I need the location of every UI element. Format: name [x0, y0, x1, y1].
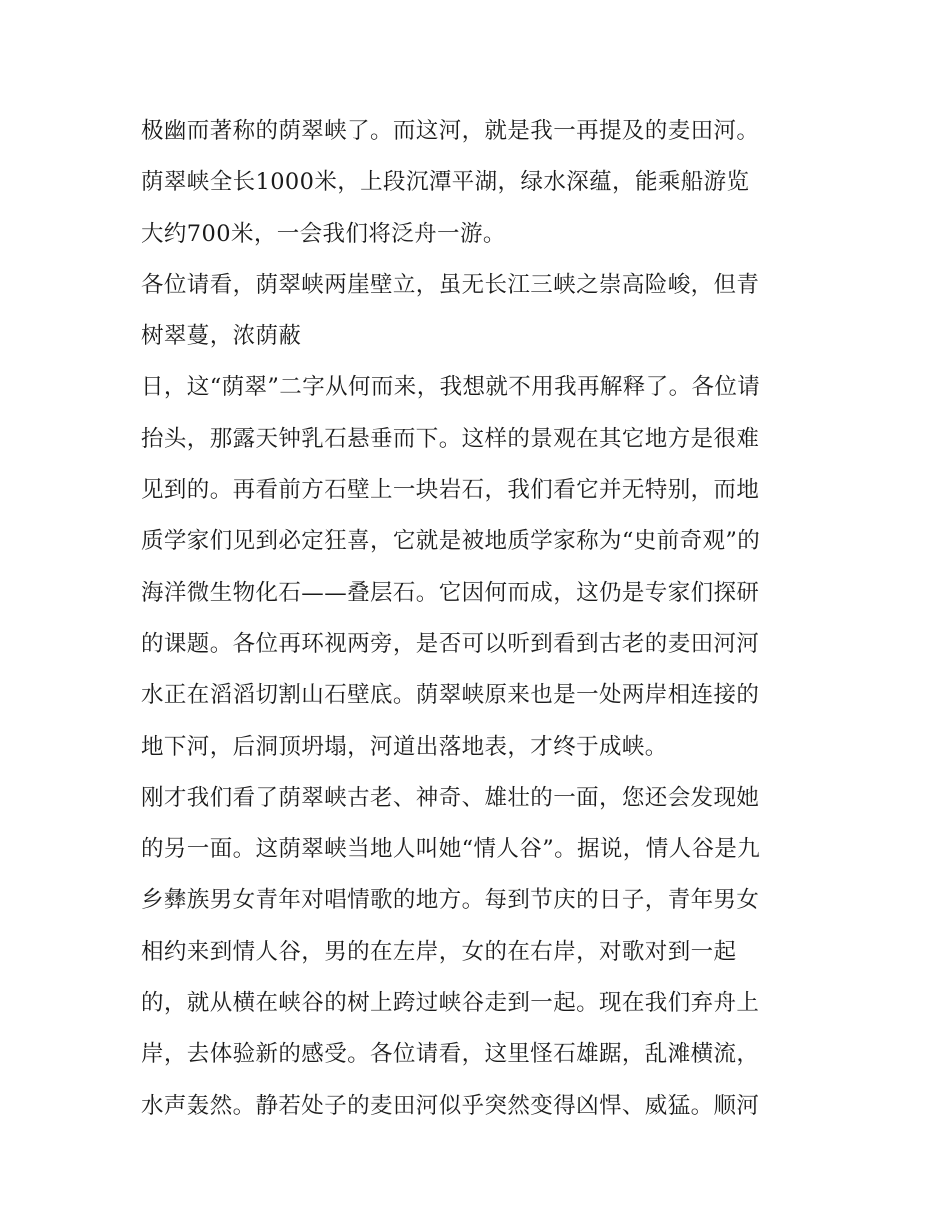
text-line: 日，这“荫翠”二字从何而来，我想就不用我再解释了。各位请	[141, 374, 761, 401]
text-line: 水正在滔滔切割山石壁底。荫翠峡原来也是一处两岸相连接的	[141, 682, 760, 709]
text-line: 刚才我们看了荫翠峡古老、神奇、雄壮的一面，您还会发现她	[141, 784, 760, 811]
text-line: 的课题。各位再环视两旁，是否可以听到看到古老的麦田河河	[141, 630, 760, 657]
text-line: 大约700米，一会我们将泛舟一游。	[141, 220, 506, 247]
text-line: 抬头，那露天钟乳石悬垂而下。这样的景观在其它地方是很难	[141, 425, 760, 452]
text-line: 水声轰然。静若处子的麦田河似乎突然变得凶悍、威猛。顺河	[141, 1092, 760, 1119]
text-line: 岸，去体验新的感受。各位请看，这里怪石雄踞，乱滩横流，	[141, 1041, 760, 1068]
text-line: 各位请看，荫翠峡两崖壁立，虽无长江三峡之崇高险峻，但青	[141, 271, 760, 298]
text-line: 乡彝族男女青年对唱情歌的地方。每到节庆的日子，青年男女	[141, 887, 760, 914]
body-text	[141, 106, 821, 1132]
text-line: 相约来到情人谷，男的在左岸，女的在右岸，对歌对到一起	[141, 938, 737, 965]
text-line: 见到的。再看前方石壁上一块岩石，我们看它并无特别，而地	[141, 477, 760, 504]
text-line: 树翠蔓，浓荫蔽	[141, 323, 302, 350]
text-line: 的，就从横在峡谷的树上跨过峡谷走到一起。现在我们弃舟上	[141, 990, 760, 1017]
text-line: 质学家们见到必定狂喜，它就是被地质学家称为“史前奇观”的	[141, 528, 761, 555]
text-line: 海洋微生物化石——叠层石。它因何而成，这仍是专家们探研	[141, 579, 760, 606]
text-line: 极幽而著称的荫翠峡了。而这河，就是我一再提及的麦田河。	[141, 118, 760, 144]
text-line: 的另一面。这荫翠峡当地人叫她“情人谷”。据说，情人谷是九	[141, 836, 761, 863]
text-line: 地下河，后洞顶坍塌，河道出落地表，才终于成峡。	[141, 733, 668, 760]
text-line: 荫翠峡全长1000米，上段沉潭平湖，绿水深蕴，能乘船游览	[141, 169, 750, 196]
